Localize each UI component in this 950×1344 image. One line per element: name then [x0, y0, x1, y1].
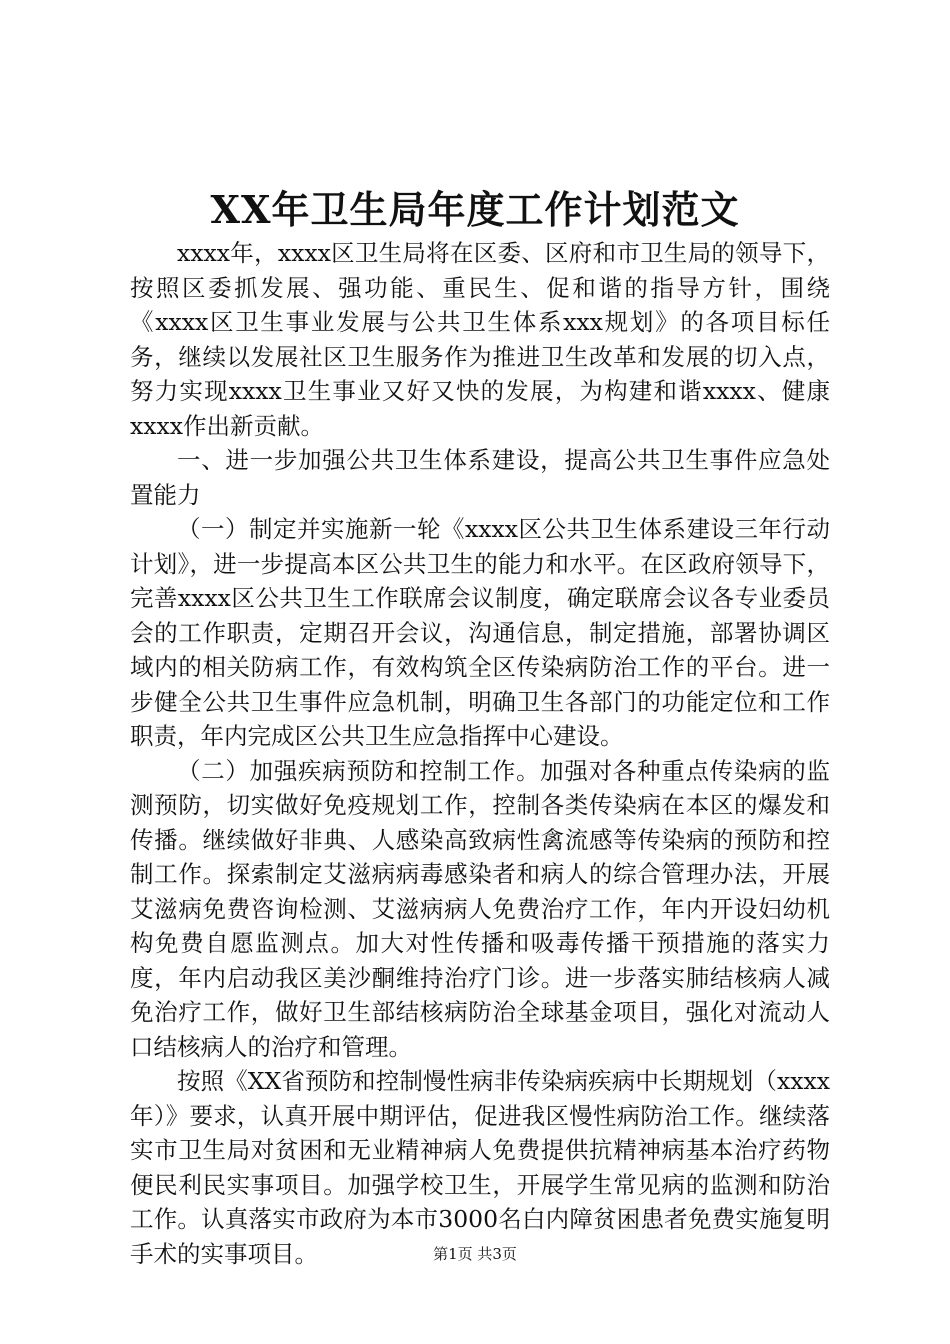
section-heading-1: 一、进一步加强公共卫生体系建设，提高公共卫生事件应急处置能力 — [130, 446, 830, 509]
document-title: XX年卫生局年度工作计划范文 — [210, 187, 740, 232]
page-footer: 第1页 共3页 — [433, 1245, 517, 1263]
intro-paragraph: xxxx年，xxxx区卫生局将在区委、区府和市卫生局的领导下，按照区委抓发展、强功能、重民生、促和谐的指导方针，围绕《xxxx区卫生事业发展与公共卫生体系xxx规划》的各项目标任务，继续以发展社区卫生服务作为推进卫生改革和发展的切入点，努力实现xxxx卫生事业又好又快的发展，为构建和谐xxxx、健康xxxx作出新贡献。 — [130, 239, 830, 440]
paragraph-chronic-disease: 按照《XX省预防和控制慢性病非传染病疾病中长期规划（xxxx年）》要求，认真开展中期评估，促进我区慢性病防治工作。继续落实市卫生局对贫困和无业精神病人免费提供抗精神病基本治疗药物便民利民实事项目。加强学校卫生，开展学生常见病的监测和防治工作。认真落实市政府为本市3000名白内障贫困患者免费实施复明手术的实事项目。 — [130, 1067, 830, 1268]
document-body — [130, 236, 830, 1271]
paragraph-item-2: （二）加强疾病预防和控制工作。加强对各种重点传染病的监测预防，切实做好免疫规划工作，控制各类传染病在本区的爆发和传播。继续做好非典、人感染高致病性禽流感等传染病的预防和控制工作。探索制定艾滋病病毒感染者和病人的综合管理办法，开展艾滋病免费咨询检测、艾滋病病人免费治疗工作，年内开设妇幼机构免费自愿监测点。加大对性传播和吸毒传播干预措施的落实力度，年内启动我区美沙酮维持治疗门诊。进一步落实肺结核病人减免治疗工作，做好卫生部结核病防治全球基金项目，强化对流动人口结核病人的治疗和管理。 — [130, 756, 830, 1061]
paragraph-item-1: （一）制定并实施新一轮《xxxx区公共卫生体系建设三年行动计划》，进一步提高本区公共卫生的能力和水平。在区政府领导下，完善xxxx区公共卫生工作联席会议制度，确定联席会议各专业委员会的工作职责，定期召开会议，沟通信息，制定措施，部署协调区域内的相关防病工作，有效构筑全区传染病防治工作的平台。进一步健全公共卫生事件应急机制，明确卫生各部门的功能定位和工作职责，年内完成区公共卫生应急指挥中心建设。 — [130, 515, 830, 750]
